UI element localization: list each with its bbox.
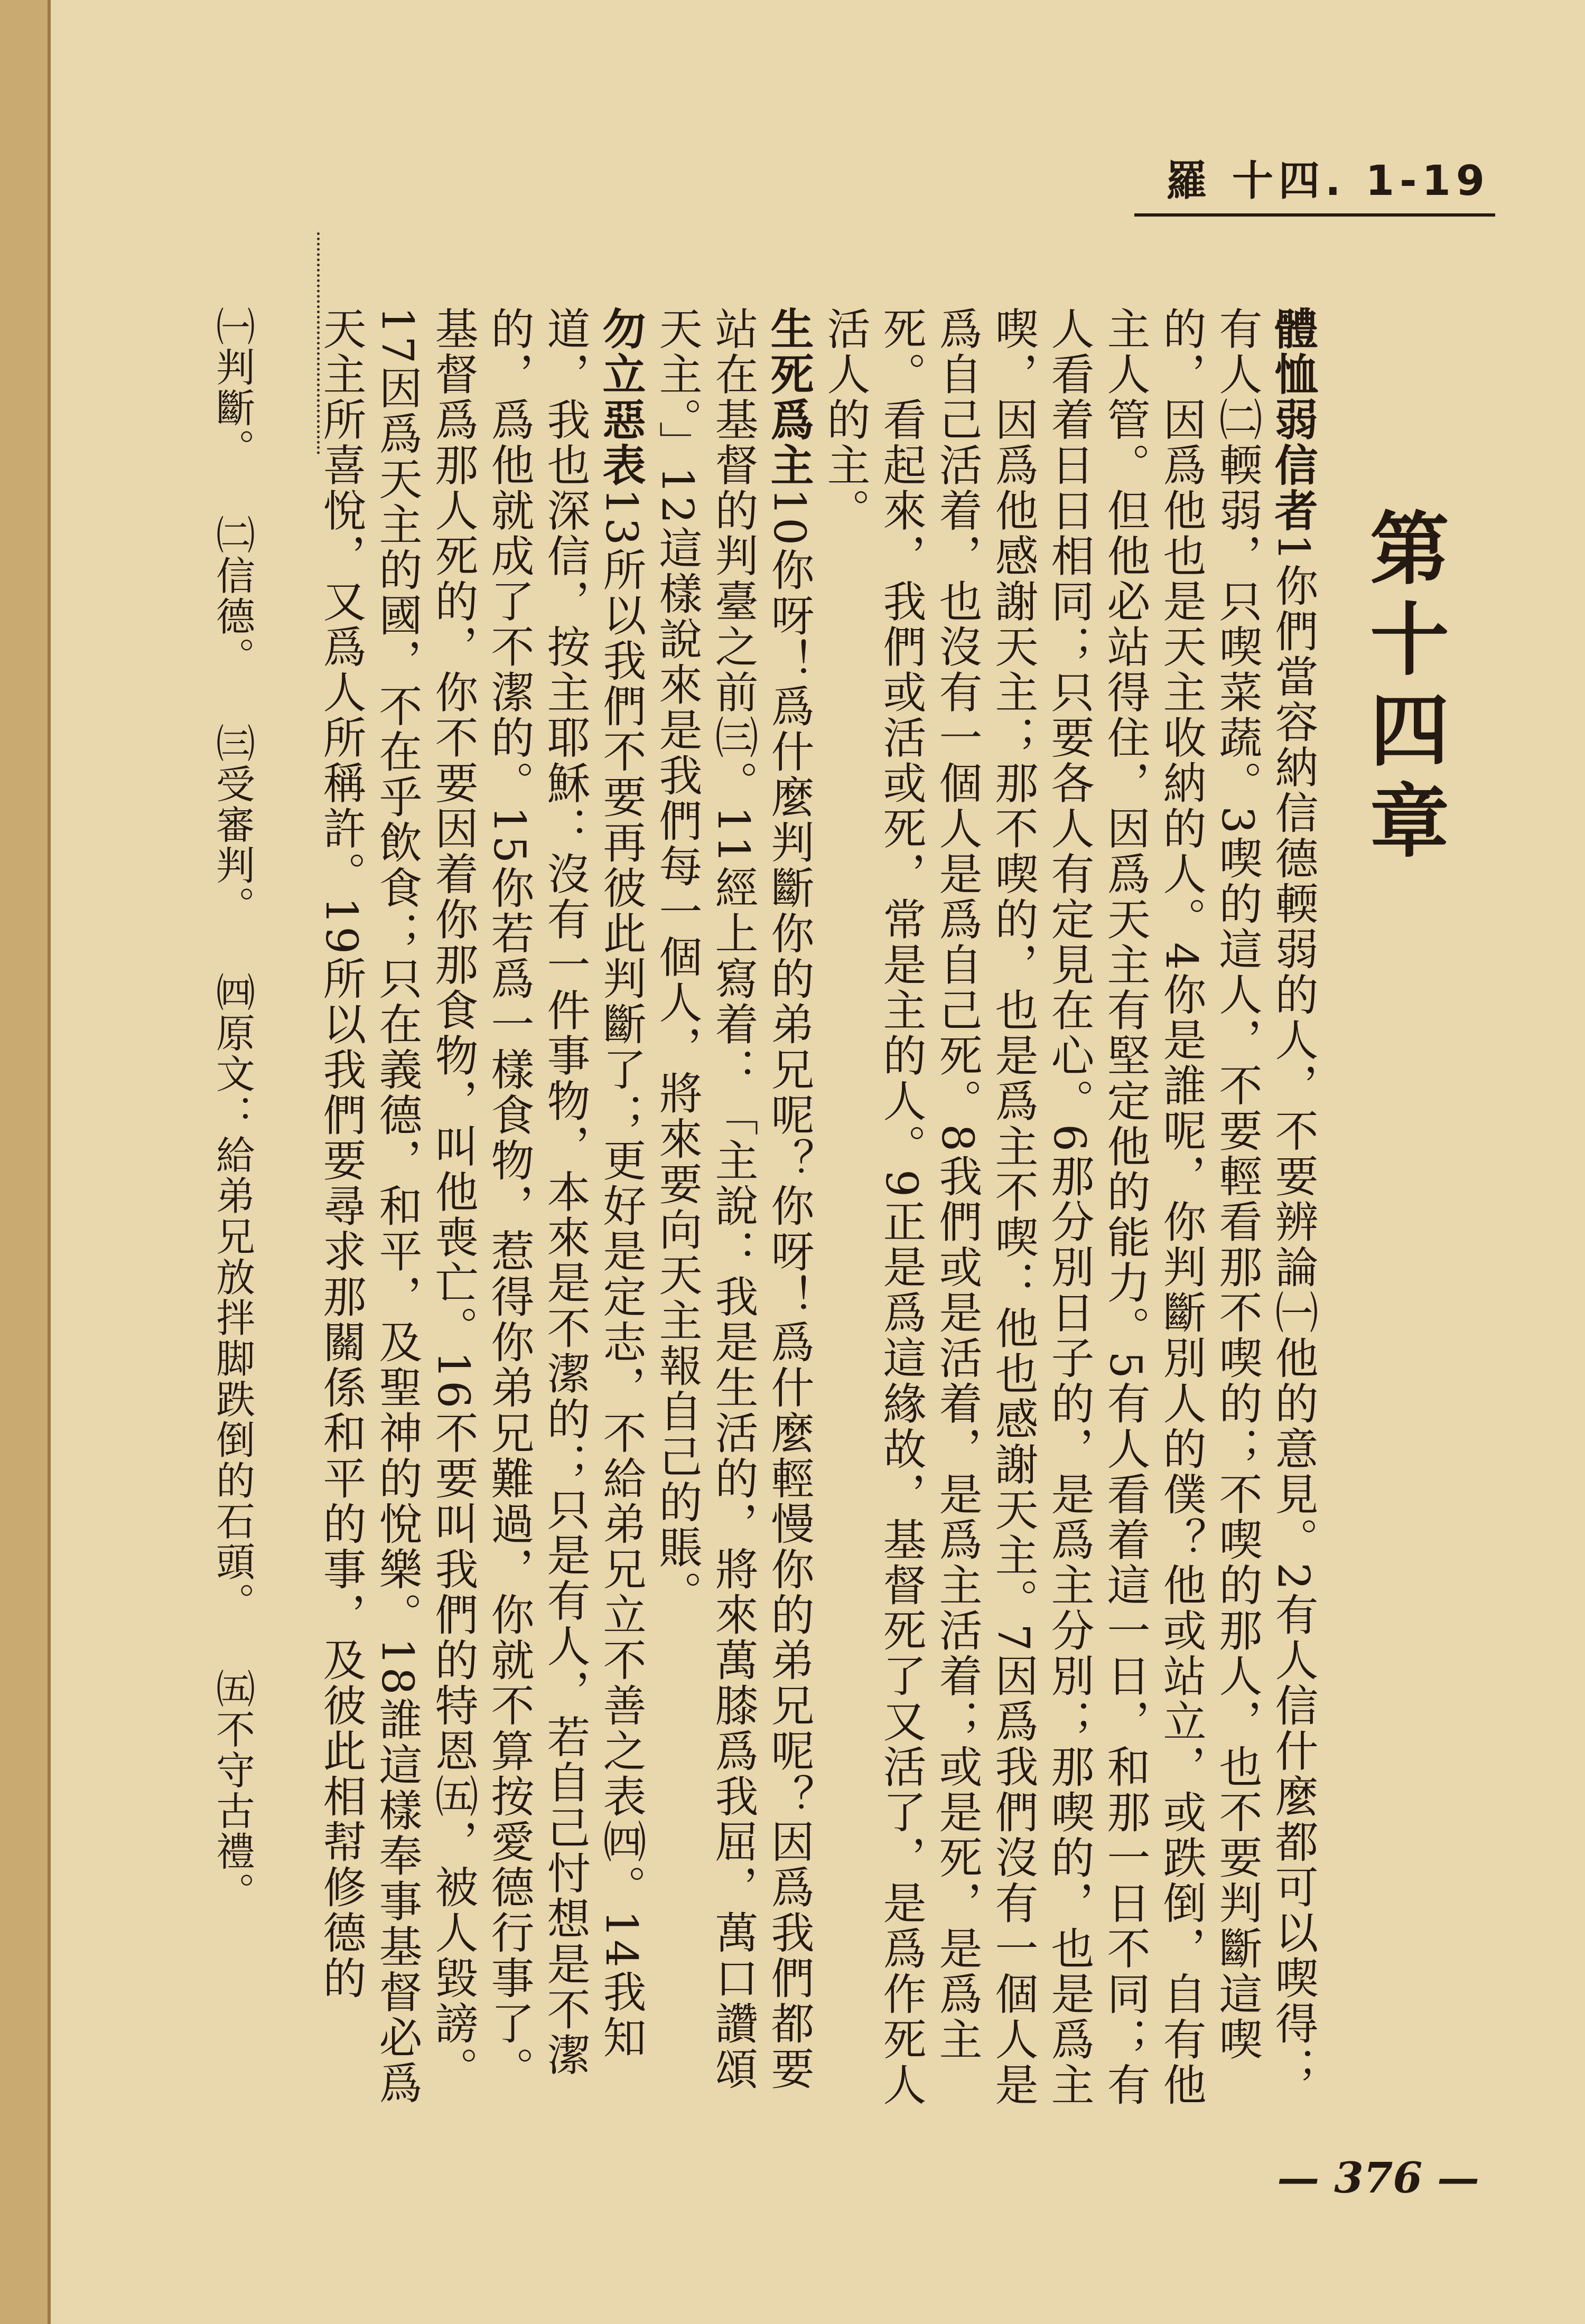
- footnote-5: ㈤不守古禮。: [210, 1669, 255, 1913]
- paragraph-text-3: 13所以我們不要再彼此判斷了；更好是定志，不給弟兄立不善之表㈣。14我知道，我也深信，按主耶穌：沒有一件事物，本來是不潔的；只是有人，若自己忖想是不潔的，爲他就成了不潔的。15你若爲一樣食物，惹得你弟兄難過，你就不算按愛德行事了。基督爲那人死的，你不要因着你那食物，叫他喪亡。16不要叫我們的特恩㈤，被人毀謗。17因爲天主的國，不在乎飲食；只在義德，和平，及聖神的悅樂。18誰這樣奉事基督必爲天主所喜悅，又爲人所稱許。19所以我們要尋求那關係和平的事，及彼此相幇修德的: [316, 306, 646, 2106]
- paragraph-1: [817, 306, 1321, 2113]
- section-heading-3: 勿立惡表: [595, 306, 646, 488]
- book-spine-edge: [0, 0, 48, 2324]
- section-heading-2: 生死爲主: [763, 306, 814, 488]
- chapter-title: 第十四章: [1356, 507, 1449, 870]
- paragraph-2: [649, 306, 817, 2113]
- chapter-body: [291, 306, 1321, 2113]
- footnote-divider: [317, 232, 335, 454]
- footnote-4: ㈣原文：給弟兄放拌脚跌倒的石頭。: [210, 972, 255, 1623]
- spine-shadow-line: [48, 0, 51, 2324]
- paragraph-text-1: 1你們當容納信德輭弱的人，不要辨論㈠他的意見。2有人信什麼都可以喫得；有人㈡輭弱，只喫菜蔬。3喫的這人，不要輕看那不喫的；不喫的那人，也不要判斷這喫的，因爲他也是天主收納的人。4你是誰呢，你判斷別人的僕？他或站立，或跌倒，自有他主人管。但他必站得住，因爲天主有堅定他的能力。5有人看着這一日，和那一日不同；有人看着日日相同；只要各人有定見在心。6那分別日子的，是爲主分別；那喫的，也是爲主喫，因爲他感謝天主；那不喫的，也是爲主不喫：他也感謝天主。7因爲我們沒有一個人是爲自己活着，也沒有一個人是爲自己死。8我們或是活着，是爲主活着；或是死，是爲主死。看起來，我們或活或死，常是主的人。9正是爲這緣故，基督死了又活了，是爲作死人活人的主。: [820, 306, 1318, 2108]
- footnotes: [206, 306, 259, 2113]
- footnote-3: ㈢受審判。: [210, 723, 255, 927]
- paragraph-3: [313, 306, 649, 2113]
- paragraph-text-2: 10你呀！爲什麼判斷你的弟兄呢？你呀！爲什麼輕慢你的弟兄呢？因爲我們都要站在基督的判臺之前㈢。11經上寫着：「主說：我是生活的，將來萬膝爲我屈，萬口讚頌天主。」12這樣說來是我們每一個人，將來要向天主報自己的賬。: [652, 306, 814, 2092]
- running-head: 羅 十四. 1-19: [1134, 148, 1495, 217]
- footnote-1: ㈠判斷。: [210, 306, 255, 469]
- section-heading-1: 體恤弱信者: [1267, 306, 1318, 533]
- page-number: — 376 —: [1277, 2153, 1479, 2203]
- footnote-2: ㈡信德。: [210, 514, 255, 678]
